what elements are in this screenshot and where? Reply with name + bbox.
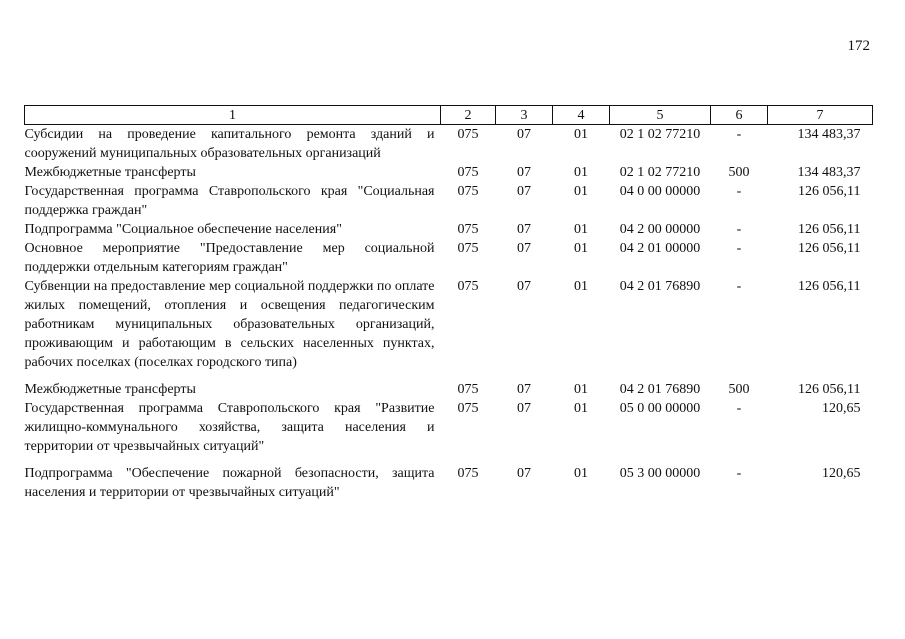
row-code-3: 07 xyxy=(517,165,531,180)
row-name: Межбюджетные трансферты xyxy=(24,165,196,180)
row-code-2: 075 xyxy=(457,127,479,142)
row-name: Основное мероприятие "Предоставление мер социальной поддержки отдельным категориям граждан" xyxy=(24,241,435,275)
row-code-2: 075 xyxy=(457,401,479,416)
column-header-3: 3 xyxy=(496,106,553,125)
row-code-3: 07 xyxy=(517,401,531,416)
row-code-4: 01 xyxy=(574,165,588,180)
row-code-2: 075 xyxy=(457,382,479,397)
row-code-2: 075 xyxy=(457,184,479,199)
row-code-2: 075 xyxy=(457,279,479,294)
row-code-5: 04 2 01 00000 xyxy=(619,241,701,256)
table-row xyxy=(25,125,873,164)
row-code-4: 01 xyxy=(574,466,588,481)
row-code-6: - xyxy=(736,184,742,199)
column-header-5: 5 xyxy=(610,106,711,125)
row-amount: 126 056,11 xyxy=(798,382,861,397)
row-amount: 134 483,37 xyxy=(797,127,861,142)
table-row xyxy=(25,380,873,399)
row-code-3: 07 xyxy=(517,466,531,481)
page-number: 172 xyxy=(847,38,870,54)
row-name: Субсидии на проведение капитального ремонта зданий и сооружений муниципальных образовательных организаций xyxy=(24,127,435,161)
column-header-1: 1 xyxy=(25,106,441,125)
row-code-6: - xyxy=(736,279,742,294)
row-amount: 126 056,11 xyxy=(798,279,861,294)
row-name: Государственная программа Ставропольского края "Развитие жилищно-коммунального хозяйства, защита населения и территории от чрезвычайных ситуаций" xyxy=(24,401,435,454)
row-code-5: 04 2 00 00000 xyxy=(619,222,701,237)
row-code-2: 075 xyxy=(457,241,479,256)
row-code-4: 01 xyxy=(574,127,588,142)
table-row xyxy=(25,239,873,277)
row-code-6: - xyxy=(736,222,742,237)
row-amount: 120,65 xyxy=(822,401,861,416)
row-code-5: 04 2 01 76890 xyxy=(619,279,701,294)
table-row xyxy=(25,399,873,464)
row-code-4: 01 xyxy=(574,222,588,237)
row-code-3: 07 xyxy=(517,241,531,256)
row-code-3: 07 xyxy=(517,222,531,237)
row-code-6: - xyxy=(736,466,742,481)
row-code-6: - xyxy=(736,127,742,142)
row-code-4: 01 xyxy=(574,279,588,294)
row-amount: 126 056,11 xyxy=(798,184,861,199)
row-code-4: 01 xyxy=(574,382,588,397)
row-code-5: 05 3 00 00000 xyxy=(619,466,701,481)
row-code-6: 500 xyxy=(728,165,750,180)
row-code-4: 01 xyxy=(574,184,588,199)
row-code-6: - xyxy=(736,401,742,416)
row-code-5: 02 1 02 77210 xyxy=(619,127,701,142)
row-amount: 120,65 xyxy=(822,466,861,481)
row-code-3: 07 xyxy=(517,279,531,294)
row-name: Межбюджетные трансферты xyxy=(24,382,196,397)
table-header-row xyxy=(25,106,873,125)
row-name: Подпрограмма "Обеспечение пожарной безопасности, защита населения и территории от чрезвычайных ситуаций" xyxy=(24,466,435,500)
row-amount: 126 056,11 xyxy=(798,222,861,237)
row-code-5: 04 0 00 00000 xyxy=(619,184,701,199)
row-code-6: - xyxy=(736,241,742,256)
table-row xyxy=(25,277,873,380)
table-row xyxy=(25,182,873,220)
table-row xyxy=(25,464,873,502)
column-header-4: 4 xyxy=(553,106,610,125)
row-code-5: 02 1 02 77210 xyxy=(619,165,701,180)
row-code-5: 04 2 01 76890 xyxy=(619,382,701,397)
table-row xyxy=(25,220,873,239)
row-code-4: 01 xyxy=(574,401,588,416)
table-row xyxy=(25,163,873,182)
row-amount: 126 056,11 xyxy=(798,241,861,256)
row-amount: 134 483,37 xyxy=(797,165,861,180)
column-header-2: 2 xyxy=(441,106,496,125)
column-header-6: 6 xyxy=(711,106,768,125)
budget-table xyxy=(24,105,873,502)
row-code-6: 500 xyxy=(728,382,750,397)
row-code-2: 075 xyxy=(457,466,479,481)
row-name: Подпрограмма "Социальное обеспечение населения" xyxy=(24,222,342,237)
row-name: Субвенции на предоставление мер социальной поддержки по оплате жилых помещений, отопления и освещения педагогическим работникам муниципальных образовательных организаций, проживающим и работающим в сельских населенных пунктах, рабочих поселках (поселках городского типа) xyxy=(24,279,435,370)
row-code-3: 07 xyxy=(517,382,531,397)
row-code-5: 05 0 00 00000 xyxy=(619,401,701,416)
row-name: Государственная программа Ставропольского края "Социальная поддержка граждан" xyxy=(24,184,435,218)
column-header-7: 7 xyxy=(768,106,873,125)
row-code-3: 07 xyxy=(517,127,531,142)
row-code-2: 075 xyxy=(457,222,479,237)
row-code-3: 07 xyxy=(517,184,531,199)
row-code-2: 075 xyxy=(457,165,479,180)
row-code-4: 01 xyxy=(574,241,588,256)
